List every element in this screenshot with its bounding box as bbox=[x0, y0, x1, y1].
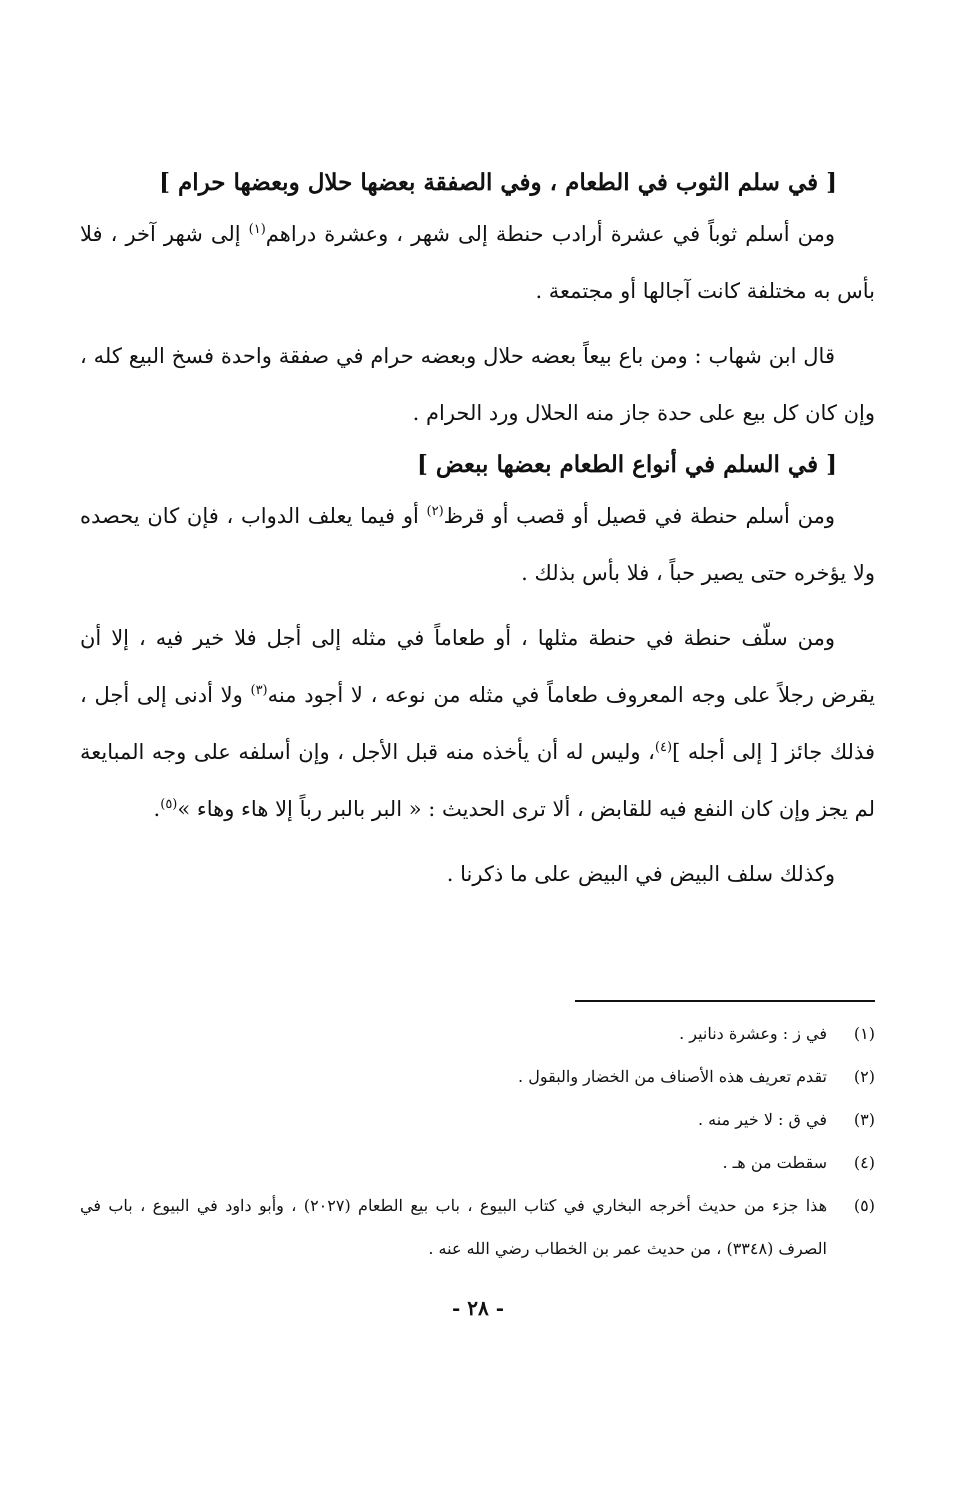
paragraph-3-text-b: أو فيما يعلف الدواب ، فإن كان يحصده ولا يؤخره حتى يصير حباً ، فلا بأس بذلك . bbox=[80, 504, 875, 585]
footnote-ref-3: (٣) bbox=[250, 683, 268, 698]
footnotes-section bbox=[80, 1000, 875, 1270]
paragraph-1 bbox=[80, 206, 875, 320]
footnote-text: في ز : وعشرة دنانير . bbox=[679, 1024, 827, 1043]
footnote-item bbox=[80, 1098, 875, 1141]
section-heading-2: [ في السلم في أنواع الطعام بعضها ببعض ] bbox=[416, 451, 837, 478]
paragraph-1-text-a: ومن أسلم ثوباً في عشرة أرادب حنطة إلى شهر ، وعشرة دراهم bbox=[265, 222, 835, 246]
footnote-number: (١) bbox=[853, 1024, 875, 1043]
paragraph-4-text-b: ولا أدنى إلى أجل ، فذلك جائز [ إلى أجله ] bbox=[80, 683, 876, 764]
footnote-text: تقدم تعريف هذه الأصناف من الخضار والبقول . bbox=[518, 1067, 827, 1086]
footnote-ref-2: (٢) bbox=[426, 504, 444, 519]
footnote-item bbox=[80, 1141, 875, 1184]
footnote-number: (٣) bbox=[853, 1110, 875, 1129]
footnote-text: سقطت من هـ . bbox=[722, 1153, 827, 1172]
paragraph-4-text-a: ومن سلّف حنطة في حنطة مثلها ، أو طعاماً في مثله إلى أجل فلا خير فيه ، إلا أن يقرض رجلاً على وجه المعروف طعاماً في مثله من نوعه ، لا أجود منه bbox=[80, 626, 875, 707]
paragraph-1-text-b: إلى شهر آخر ، فلا بأس به مختلفة كانت آجالها أو مجتمعة . bbox=[80, 222, 875, 303]
footnote-divider bbox=[575, 1000, 875, 1002]
footnote-item bbox=[80, 1184, 875, 1270]
footnote-item bbox=[80, 1055, 875, 1098]
footnote-text: هذا جزء من حديث أخرجه البخاري في كتاب البيوع ، باب بيع الطعام (٢٠٢٧) ، وأبو داود في البيوع ، باب في الصرف (٣٣٤٨) ، من حديث عمر بن الخطاب رضي الله عنه . bbox=[80, 1196, 828, 1258]
paragraph-4 bbox=[80, 610, 875, 838]
footnote-number: (٤) bbox=[853, 1153, 875, 1172]
page-body bbox=[80, 160, 875, 903]
paragraph-3 bbox=[80, 488, 875, 602]
paragraph-3-text-a: ومن أسلم حنطة في قصيل أو قصب أو قرظ bbox=[443, 504, 835, 528]
paragraph-2: قال ابن شهاب : ومن باع بيعاً بعضه حلال وبعضه حرام في صفقة واحدة فسخ البيع كله ، وإن كان كل بيع على حدة جاز منه الحلال ورد الحرام . bbox=[80, 344, 875, 425]
footnote-ref-4: (٤) bbox=[654, 740, 673, 755]
footnote-ref-1: (١) bbox=[248, 222, 266, 237]
page-number: - ٢٨ - bbox=[451, 1296, 504, 1320]
paragraph-4-text-d: . bbox=[153, 797, 161, 821]
footnote-number: (٢) bbox=[853, 1067, 875, 1086]
footnote-ref-5: (٥) bbox=[160, 797, 178, 812]
footnote-text: في ق : لا خير منه . bbox=[697, 1110, 827, 1129]
paragraph-5: وكذلك سلف البيض في البيض على ما ذكرنا . bbox=[446, 862, 835, 886]
footnote-number: (٥) bbox=[853, 1196, 875, 1215]
section-heading-1: [ في سلم الثوب في الطعام ، وفي الصفقة بعضها حلال وبعضها حرام ] bbox=[159, 169, 837, 196]
paragraph-4-text-c: ، وليس له أن يأخذه منه قبل الأجل ، وإن أسلفه على وجه المبايعة لم يجز وإن كان النفع فيه للقابض ، ألا ترى الحديث : « البر بالبر رباً إلا هاء وهاء » bbox=[80, 740, 875, 821]
footnote-item bbox=[80, 1012, 875, 1055]
